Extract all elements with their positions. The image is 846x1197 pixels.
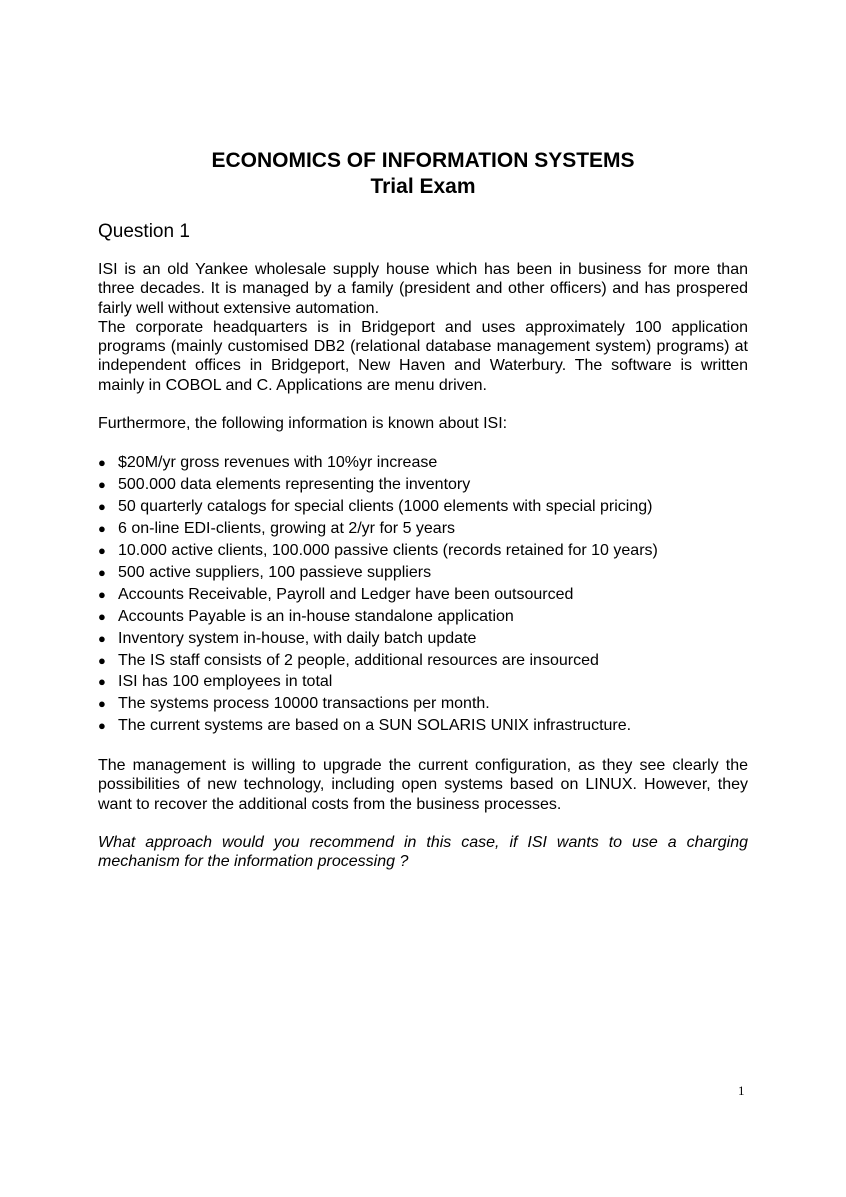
list-item-text: 10.000 active clients, 100.000 passive clients (records retained for 10 years)	[118, 542, 658, 559]
list-item-text: Inventory system in-house, with daily batch update	[118, 629, 477, 647]
bullet-icon: ●	[98, 586, 106, 602]
list-item-text: 500.000 data elements representing the inventory	[118, 476, 471, 494]
bullet-icon: ●	[98, 718, 106, 734]
list-item	[98, 671, 748, 693]
list-item	[98, 540, 748, 562]
list-item	[98, 562, 748, 584]
list-item-text: 6 on-line EDI-clients, growing at 2/yr for 5 years	[118, 520, 456, 538]
list-item	[98, 518, 748, 540]
bullet-icon: ●	[98, 543, 106, 558]
document-subtitle: Trial Exam	[370, 175, 476, 198]
bullet-icon: ●	[98, 696, 106, 712]
list-item	[98, 496, 748, 518]
list-item-text: The IS staff consists of 2 people, additional resources are insourced	[118, 651, 599, 669]
list-item	[98, 474, 748, 496]
bullet-icon: ●	[98, 630, 106, 646]
bullet-icon: ●	[98, 608, 106, 624]
page-number: 1	[738, 1083, 745, 1098]
list-item-text: 50 quarterly catalogs for special clients (1000 elements with special pricing)	[118, 498, 653, 516]
list-item-text: Accounts Payable is an in-house standalone application	[118, 607, 514, 625]
bullet-icon: ●	[98, 521, 106, 537]
document-title: ECONOMICS OF INFORMATION SYSTEMS	[211, 149, 635, 172]
list-item-text: $20M/yr gross revenues with 10%yr increase	[118, 454, 438, 472]
bullet-icon: ●	[98, 652, 106, 668]
list-item	[98, 628, 748, 650]
list-item	[98, 693, 748, 715]
management-paragraph: The management is willing to upgrade the current configuration, as they see clearly the possibilities of new technology, including open systems based on LINUX. However, they want to recover the additional costs from the business processes.	[98, 757, 748, 813]
intro-paragraph-1: ISI is an old Yankee wholesale supply house which has been in business for more than three decades. It is managed by a family (president and other officers) and has prospered fairly well without extensive automation.	[98, 261, 748, 317]
question-heading: Question 1	[98, 221, 190, 242]
bullet-icon: ●	[98, 455, 106, 471]
list-item-text: Accounts Receivable, Payroll and Ledger have been outsourced	[118, 585, 574, 603]
known-info-intro: Furthermore, the following information is known about ISI:	[98, 415, 508, 433]
list-item-text: 500 active suppliers, 100 passieve suppliers	[118, 563, 432, 581]
list-item	[98, 584, 748, 606]
intro-paragraph-2: The corporate headquarters is in Bridgeport and uses approximately 100 application programs (mainly customised DB2 (relational database management system) programs) at independent offices in Bridgeport, New Haven and Waterbury. The software is written mainly in COBOL and C. Applications are menu driven.	[98, 318, 748, 394]
list-item	[98, 650, 748, 672]
list-item-text: The systems process 10000 transactions per month.	[118, 695, 490, 713]
bullet-icon: ●	[98, 477, 106, 493]
list-item	[98, 715, 748, 737]
list-item	[98, 606, 748, 628]
bullet-icon: ●	[98, 499, 106, 515]
intro-section	[98, 260, 748, 395]
list-item	[98, 452, 748, 474]
question-prompt: What approach would you recommend in this case, if ISI wants to use a charging mechanism for the information processing ?	[98, 834, 748, 871]
bullet-icon: ●	[98, 674, 106, 690]
bullet-icon: ●	[98, 564, 106, 580]
facts-list	[98, 452, 748, 737]
list-item-text: ISI has 100 employees in total	[118, 673, 333, 691]
document-page	[98, 148, 748, 872]
list-item-text: The current systems are based on a SUN SOLARIS UNIX infrastructure.	[118, 717, 632, 735]
